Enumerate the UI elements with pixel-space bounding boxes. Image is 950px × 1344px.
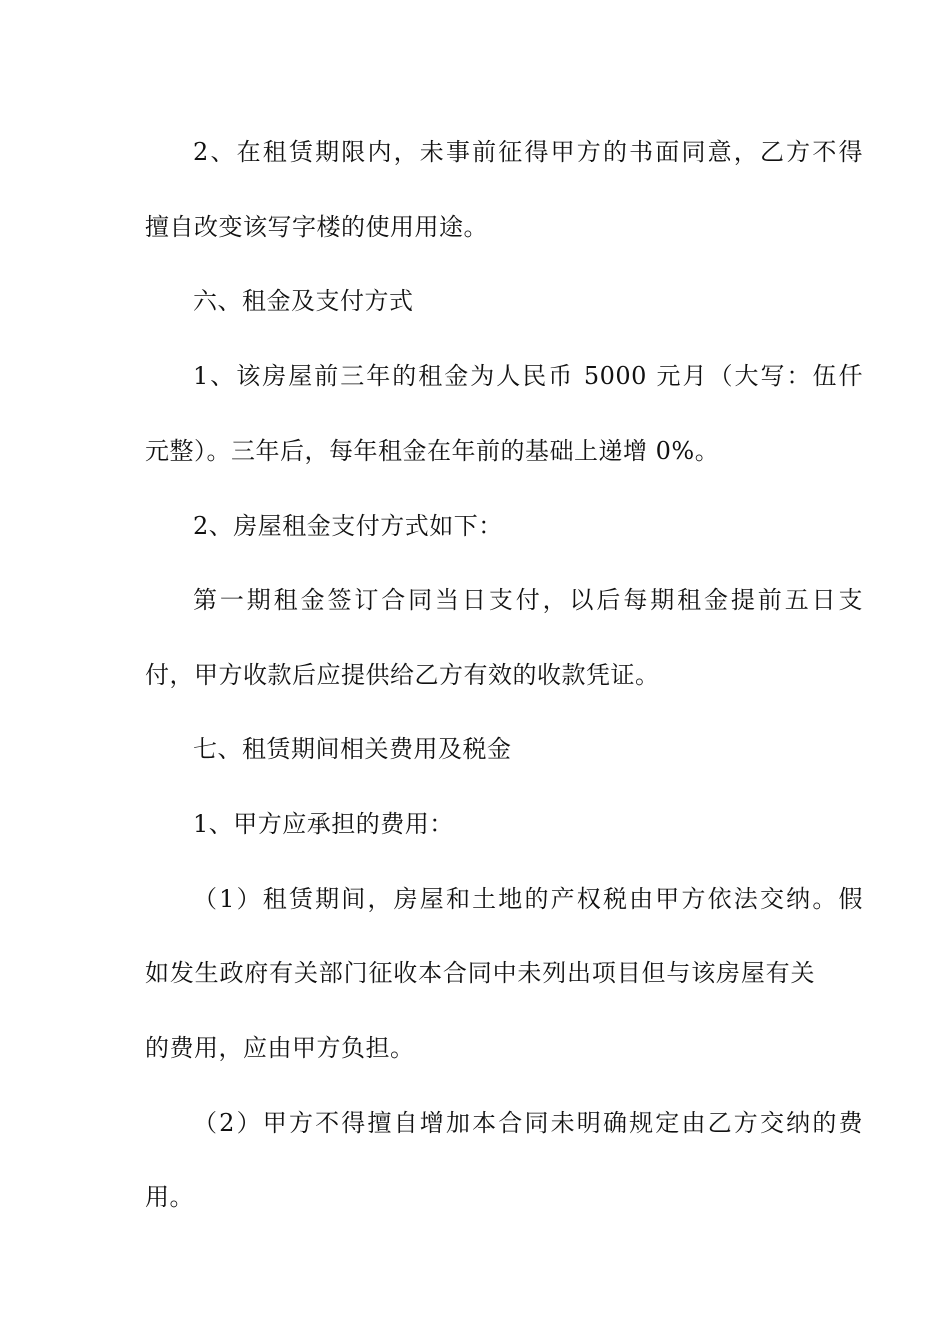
paragraph-line: 1、甲方应承担的费用： xyxy=(193,810,454,838)
paragraph-line: 用。 xyxy=(145,1183,194,1211)
paragraph-line: 第一期租金签订合同当日支付，以后每期租金提前五日支 xyxy=(193,586,863,614)
paragraph-line: 付，甲方收款后应提供给乙方有效的收款凭证。 xyxy=(145,661,660,689)
section-heading: 七、租赁期间相关费用及税金 xyxy=(193,735,512,763)
paragraph-line: 的费用，应由甲方负担。 xyxy=(145,1034,415,1062)
paragraph-line: 元整）。三年后，每年租金在年前的基础上递增 0%。 xyxy=(145,437,720,465)
paragraph-line: 擅自改变该写字楼的使用用途。 xyxy=(145,213,488,241)
section-heading: 六、租金及支付方式 xyxy=(193,287,414,315)
paragraph-line: （1）租赁期间，房屋和土地的产权税由甲方依法交纳。假 xyxy=(193,885,863,913)
paragraph-line: 2、在租赁期限内，未事前征得甲方的书面同意，乙方不得 xyxy=(193,138,863,166)
paragraph-line: 如发生政府有关部门征收本合同中未列出项目但与该房屋有关 xyxy=(145,959,815,987)
paragraph-line: 2、房屋租金支付方式如下： xyxy=(193,512,503,540)
paragraph-line: （2）甲方不得擅自增加本合同未明确规定由乙方交纳的费 xyxy=(193,1109,863,1137)
paragraph-line: 1、该房屋前三年的租金为人民币 5000 元月（大写：伍仟 xyxy=(193,362,863,390)
